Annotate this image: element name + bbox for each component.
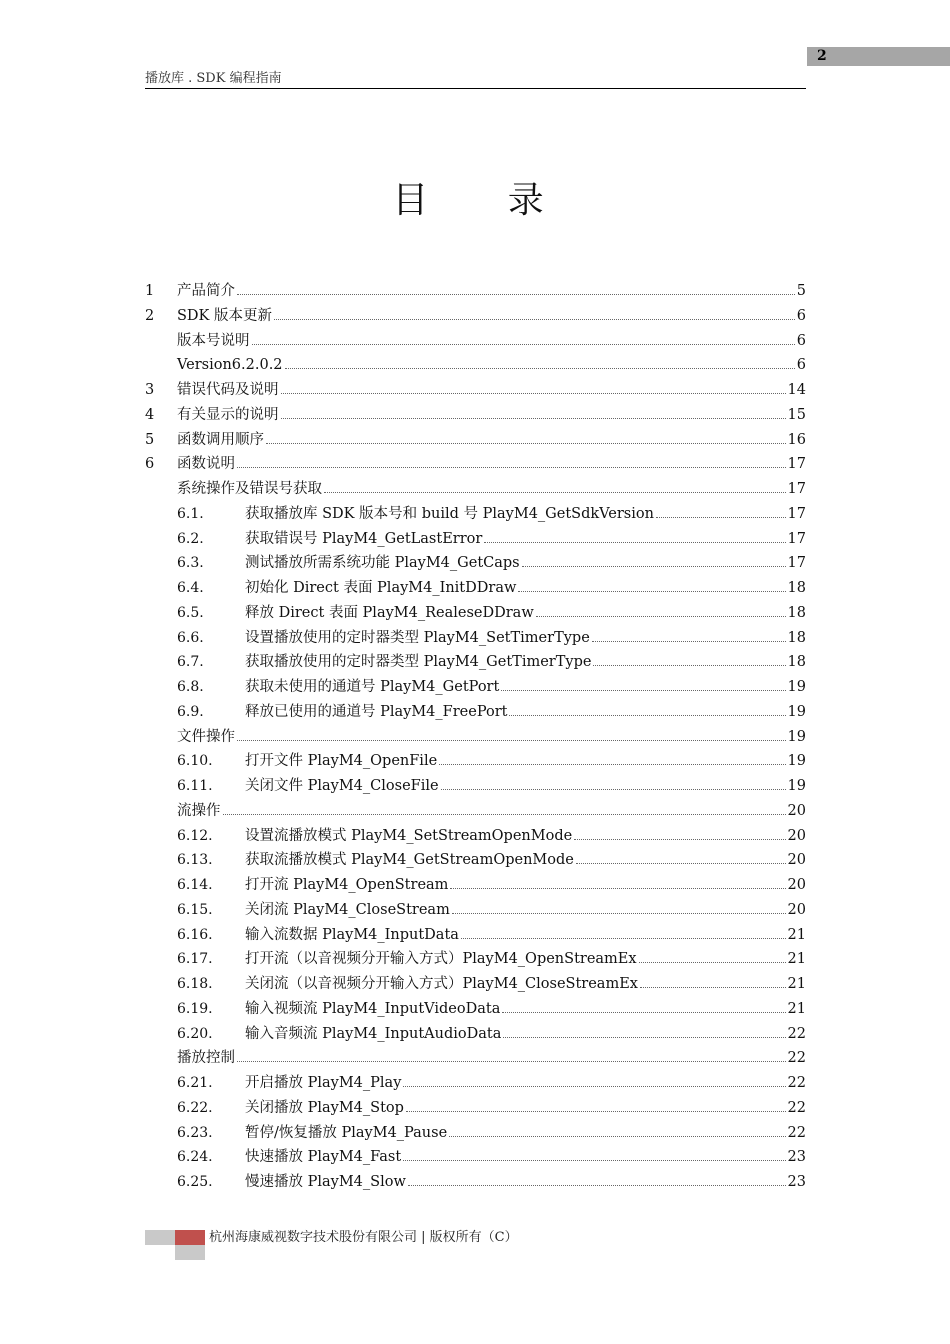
toc-leader-dots [518,590,785,592]
toc-entry[interactable] [145,700,806,725]
toc-leader-dots [501,689,785,691]
footer-logo-square [175,1230,205,1245]
toc-entry-title: 函数说明 [177,456,235,473]
toc-entry-page: 17 [787,481,806,497]
toc-entry-number: 6.12. [177,827,213,844]
footer-logo-square [175,1245,205,1260]
toc-leader-dots [461,937,786,939]
toc-entry-page: 22 [787,1050,806,1067]
toc-entry-title: Version6.2.0.2 [177,357,283,374]
toc-leader-dots [324,491,786,493]
toc-leader-dots [223,813,786,815]
toc-entry[interactable] [145,1145,806,1170]
toc-entry-page: 19 [787,728,806,745]
toc-entry-number: 6.10. [177,753,213,770]
toc-entry-number: 6.9. [177,703,204,720]
toc-entry[interactable] [145,353,806,378]
toc-leader-dots [656,516,786,518]
toc-entry-title: 获取未使用的通道号 PlayM4_GetPort [245,679,500,695]
toc-entry-number: 6.15. [177,901,213,918]
toc-entry[interactable] [145,997,806,1022]
toc-entry-page: 20 [787,852,806,869]
toc-entry[interactable] [145,972,806,997]
toc-entry-number: 5 [145,431,155,448]
toc-entry[interactable] [145,477,806,502]
toc-entry-page: 22 [787,1099,806,1116]
toc-entry[interactable] [145,428,806,453]
toc-entry[interactable] [145,650,806,675]
toc-entry-title: 错误代码及说明 [177,382,279,398]
toc-entry-title: 关闭流（以音视频分开输入方式）PlayM4_CloseStreamEx [245,976,638,992]
toc-entry[interactable] [145,873,806,898]
footer-copyright: 杭州海康威视数字技术股份有限公司 | 版权所有（C） [209,1230,518,1245]
toc-entry-title: 文件操作 [177,728,235,745]
toc-entry[interactable] [145,1022,806,1047]
table-of-contents [145,279,806,1195]
toc-entry-number: 6.1. [177,505,204,522]
toc-entry[interactable] [145,279,806,304]
toc-entry[interactable] [145,848,806,873]
toc-entry-page: 18 [787,654,806,671]
toc-entry-title: 关闭文件 PlayM4_CloseFile [245,778,439,794]
toc-entry-title: 输入视频流 PlayM4_InputVideoData [245,1000,501,1017]
toc-entry[interactable] [145,403,806,428]
toc-leader-dots [237,1060,786,1062]
toc-leader-dots [266,442,786,444]
toc-leader-dots [403,1159,785,1161]
page-number-bar [807,47,950,66]
toc-entry-page: 23 [787,1149,806,1166]
toc-entry-page: 20 [787,877,806,893]
toc-entry[interactable] [145,329,806,354]
toc-entry-page: 14 [787,382,806,398]
toc-leader-dots [274,318,795,320]
toc-entry[interactable] [145,576,806,601]
toc-entry-title: 打开流 PlayM4_OpenStream [245,877,449,893]
toc-entry[interactable] [145,452,806,477]
toc-leader-dots [536,615,786,617]
toc-entry-title: 流操作 [177,802,221,819]
toc-leader-dots [403,1085,785,1087]
toc-entry[interactable] [145,304,806,329]
toc-entry-title: 获取错误号 PlayM4_GetLastError [245,530,483,547]
toc-entry-title: 产品简介 [177,283,235,299]
toc-entry-page: 20 [787,901,806,918]
toc-entry-number: 6.18. [177,976,213,992]
toc-leader-dots [237,466,786,468]
toc-entry-page: 15 [787,406,806,423]
toc-entry[interactable] [145,1071,806,1096]
toc-entry-number: 6.7. [177,654,204,671]
toc-entry-number: 6.16. [177,926,213,943]
toc-entry-title: 版本号说明 [177,332,250,349]
toc-entry-number: 6.11. [177,778,213,794]
toc-entry-page: 17 [787,530,806,547]
toc-entry-page: 21 [787,951,806,968]
toc-entry-page: 18 [787,629,806,646]
toc-entry-title: 测试播放所需系统功能 PlayM4_GetCaps [245,555,520,572]
toc-leader-dots [237,293,795,295]
toc-entry-page: 17 [787,555,806,572]
toc-entry-page: 6 [796,357,806,374]
toc-entry-title: 获取流播放模式 PlayM4_GetStreamOpenMode [245,852,574,869]
toc-entry-page: 19 [787,679,806,695]
toc-leader-dots [439,763,785,765]
toc-entry[interactable] [145,1170,806,1195]
toc-entry-number: 6 [145,456,155,473]
toc-leader-dots [450,887,785,889]
toc-entry-number: 6.4. [177,580,204,596]
toc-entry-page: 22 [787,1025,806,1042]
toc-entry[interactable] [145,1046,806,1071]
toc-entry[interactable] [145,527,806,552]
toc-leader-dots [252,343,795,345]
toc-entry-title: SDK 版本更新 [177,307,273,324]
toc-entry-number: 6.6. [177,629,204,646]
toc-leader-dots [281,392,786,394]
toc-entry-title: 关闭流 PlayM4_CloseStream [245,901,450,918]
toc-entry-title: 播放控制 [177,1050,235,1067]
toc-leader-dots [640,986,786,988]
toc-entry-page: 22 [787,1124,806,1141]
toc-entry[interactable] [145,799,806,824]
toc-entry-title: 系统操作及错误号获取 [177,481,322,497]
toc-leader-dots [408,1184,786,1186]
toc-entry-number: 4 [145,406,155,423]
toc-entry-title: 释放 Direct 表面 PlayM4_RealeseDDraw [245,604,534,621]
toc-leader-dots [406,1110,786,1112]
toc-entry-number: 6.21. [177,1075,213,1091]
page-number: 2 [817,48,827,64]
toc-entry-title: 设置播放使用的定时器类型 PlayM4_SetTimerType [245,629,590,646]
toc-entry-number: 2 [145,307,155,324]
toc-entry-title: 函数调用顺序 [177,431,264,448]
toc-entry-title: 输入音频流 PlayM4_InputAudioData [245,1025,502,1042]
toc-entry-number: 6.19. [177,1000,213,1017]
toc-entry-number: 6.14. [177,877,213,893]
toc-leader-dots [449,1135,785,1137]
toc-entry[interactable] [145,725,806,750]
toc-entry-page: 19 [787,778,806,794]
toc-entry-title: 快速播放 PlayM4_Fast [245,1149,402,1166]
toc-leader-dots [237,739,786,741]
toc-leader-dots [522,565,786,567]
toc-entry[interactable] [145,601,806,626]
toc-entry-number: 6.25. [177,1174,213,1190]
header-title: 播放库 . SDK 编程指南 [145,71,282,86]
toc-entry[interactable] [145,947,806,972]
toc-entry[interactable] [145,675,806,700]
toc-leader-dots [441,788,786,790]
toc-entry-number: 6.13. [177,852,213,869]
toc-entry-page: 21 [787,926,806,943]
toc-entry[interactable] [145,1096,806,1121]
toc-entry[interactable] [145,378,806,403]
toc-leader-dots [509,714,785,716]
toc-entry-page: 5 [796,283,806,299]
toc-entry-page: 19 [787,703,806,720]
toc-entry-page: 21 [787,976,806,992]
toc-entry-page: 20 [787,802,806,819]
toc-entry-title: 打开流（以音视频分开输入方式）PlayM4_OpenStreamEx [245,951,637,968]
toc-entry-number: 6.5. [177,604,204,621]
toc-entry-page: 18 [787,580,806,596]
toc-leader-dots [503,1036,785,1038]
header-divider [145,88,806,89]
toc-entry-page: 21 [787,1000,806,1017]
toc-entry-page: 19 [787,753,806,770]
toc-leader-dots [502,1011,785,1013]
toc-entry-number: 6.2. [177,530,204,547]
toc-entry-title: 初始化 Direct 表面 PlayM4_InitDDraw [245,580,517,596]
toc-entry-number: 6.3. [177,555,204,572]
toc-entry-title: 获取播放库 SDK 版本号和 build 号 PlayM4_GetSdkVersion [245,505,654,522]
toc-entry-page: 18 [787,604,806,621]
footer-logo-square [145,1230,175,1245]
toc-entry-number: 3 [145,382,155,398]
toc-entry-number: 6.23. [177,1124,213,1141]
toc-entry-number: 6.20. [177,1025,213,1042]
toc-entry-number: 6.22. [177,1099,213,1116]
toc-entry-title: 暂停/恢复播放 PlayM4_Pause [245,1124,448,1141]
toc-entry-page: 6 [796,307,806,324]
toc-leader-dots [592,640,786,642]
toc-entry[interactable] [145,626,806,651]
page-title: 目 录 [392,180,578,221]
toc-entry-page: 20 [787,827,806,844]
toc-entry-page: 17 [787,456,806,473]
toc-entry-title: 打开文件 PlayM4_OpenFile [245,753,438,770]
toc-leader-dots [281,417,786,419]
toc-entry-number: 6.8. [177,679,204,695]
toc-entry-page: 22 [787,1075,806,1091]
toc-entry-title: 关闭播放 PlayM4_Stop [245,1099,404,1116]
toc-entry[interactable] [145,923,806,948]
toc-leader-dots [484,541,785,543]
toc-entry[interactable] [145,1121,806,1146]
toc-entry-title: 获取播放使用的定时器类型 PlayM4_GetTimerType [245,654,592,671]
toc-leader-dots [639,961,786,963]
toc-leader-dots [576,862,786,864]
toc-entry-title: 释放已使用的通道号 PlayM4_FreePort [245,703,508,720]
toc-leader-dots [452,912,786,914]
toc-entry[interactable] [145,749,806,774]
toc-entry-number: 6.24. [177,1149,213,1166]
toc-entry-title: 开启播放 PlayM4_Play [245,1075,402,1091]
toc-entry[interactable] [145,898,806,923]
toc-leader-dots [574,838,785,840]
toc-entry-page: 23 [787,1174,806,1190]
toc-entry-title: 慢速播放 PlayM4_Slow [245,1174,406,1190]
toc-leader-dots [593,664,785,666]
toc-entry-number: 1 [145,283,155,299]
toc-leader-dots [285,367,795,369]
toc-entry-page: 16 [787,431,806,448]
toc-entry-page: 6 [796,332,806,349]
toc-entry[interactable] [145,824,806,849]
toc-entry-number: 6.17. [177,951,213,968]
toc-entry[interactable] [145,774,806,799]
toc-entry-title: 有关显示的说明 [177,406,279,423]
toc-entry-page: 17 [787,505,806,522]
toc-entry[interactable] [145,551,806,576]
toc-entry-title: 输入流数据 PlayM4_InputData [245,926,459,943]
toc-entry-title: 设置流播放模式 PlayM4_SetStreamOpenMode [245,827,573,844]
toc-entry[interactable] [145,502,806,527]
